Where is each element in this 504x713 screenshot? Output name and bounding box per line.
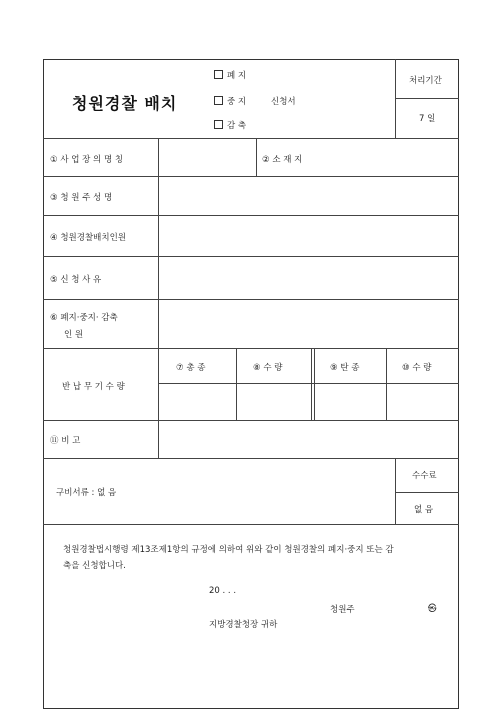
- remarks-input[interactable]: [160, 422, 458, 457]
- divider: [43, 215, 459, 216]
- option-label: 폐 지: [227, 71, 247, 81]
- checkbox-abolish[interactable]: [214, 70, 223, 79]
- declaration-text-2: 축을 신청합니다.: [63, 561, 126, 571]
- divider: [43, 138, 459, 139]
- business-name-input[interactable]: [160, 140, 255, 175]
- reason-input[interactable]: [160, 258, 458, 298]
- placement-count-input[interactable]: [160, 217, 458, 255]
- application-suffix: 신청서: [271, 97, 296, 107]
- fee-label: 수수료: [412, 471, 437, 481]
- form-title: 청원경찰 배치: [72, 94, 178, 113]
- divider: [386, 348, 387, 420]
- business-name-label: ① 사 업 장 의 명 칭: [50, 155, 124, 165]
- checkbox-suspend[interactable]: [214, 96, 223, 105]
- gun-type-input[interactable]: [160, 385, 235, 419]
- divider: [158, 383, 459, 384]
- weapons-header-gun-type: ⑦ 총 종: [176, 363, 206, 373]
- divider: [43, 176, 459, 177]
- divider: [43, 458, 459, 459]
- recipient-line: 지방경찰청장 귀하: [209, 620, 278, 630]
- requester-name-input[interactable]: [160, 178, 458, 214]
- option-abolish[interactable]: [214, 69, 246, 81]
- change-count-label-2: 인 원: [64, 330, 84, 340]
- divider: [314, 348, 315, 420]
- applicant-label: 청원주: [330, 605, 355, 615]
- processing-period-label: 처리기간: [409, 76, 442, 86]
- date-line: 20 . . .: [209, 586, 237, 596]
- divider: [43, 256, 459, 257]
- divider: [395, 59, 396, 138]
- declaration-text: 청원경찰법시행령 제13조제1항의 규정에 의하여 위와 같이 청원경찰의 폐지·중지 또는 감: [63, 545, 394, 555]
- divider: [236, 348, 237, 420]
- divider: [395, 492, 459, 493]
- weapons-row-label: 반 납 무 기 수 량: [62, 382, 125, 392]
- processing-period-value: 7 일: [419, 114, 436, 124]
- divider: [158, 138, 159, 458]
- change-count-label: ⑥ 폐지·중지· 감축: [50, 313, 118, 323]
- option-reduce[interactable]: [214, 119, 246, 131]
- weapons-header-ammo-type: ⑨ 탄 종: [330, 363, 360, 373]
- remarks-label: ⑪ 비 고: [50, 436, 81, 446]
- gun-qty-input[interactable]: [238, 385, 310, 419]
- divider: [43, 348, 459, 349]
- location-input[interactable]: [322, 140, 458, 175]
- requester-name-label: ③ 청 원 주 성 명: [50, 193, 113, 203]
- option-label: 감 축: [227, 121, 247, 131]
- divider: [395, 458, 396, 524]
- fee-value: 없 음: [414, 505, 434, 515]
- weapons-header-gun-qty: ⑧ 수 량: [253, 363, 283, 373]
- location-label: ② 소 재 지: [262, 155, 303, 165]
- divider: [43, 299, 459, 300]
- change-count-input[interactable]: [160, 301, 458, 347]
- divider: [43, 420, 459, 421]
- divider: [311, 348, 312, 420]
- divider: [43, 524, 459, 525]
- weapons-header-ammo-qty: ⑩ 수 량: [402, 363, 432, 373]
- placement-count-label: ④ 청원경찰배치인원: [50, 233, 127, 243]
- required-documents: 구비서류 : 없 음: [56, 488, 117, 498]
- ammo-qty-input[interactable]: [388, 385, 458, 419]
- seal-mark: ㉿: [428, 604, 437, 614]
- checkbox-reduce[interactable]: [214, 120, 223, 129]
- option-suspend[interactable]: [214, 95, 246, 107]
- divider: [256, 138, 257, 176]
- ammo-type-input[interactable]: [316, 385, 385, 419]
- divider: [395, 98, 459, 99]
- reason-label: ⑤ 신 청 사 유: [50, 275, 102, 285]
- option-label: 중 지: [227, 97, 247, 107]
